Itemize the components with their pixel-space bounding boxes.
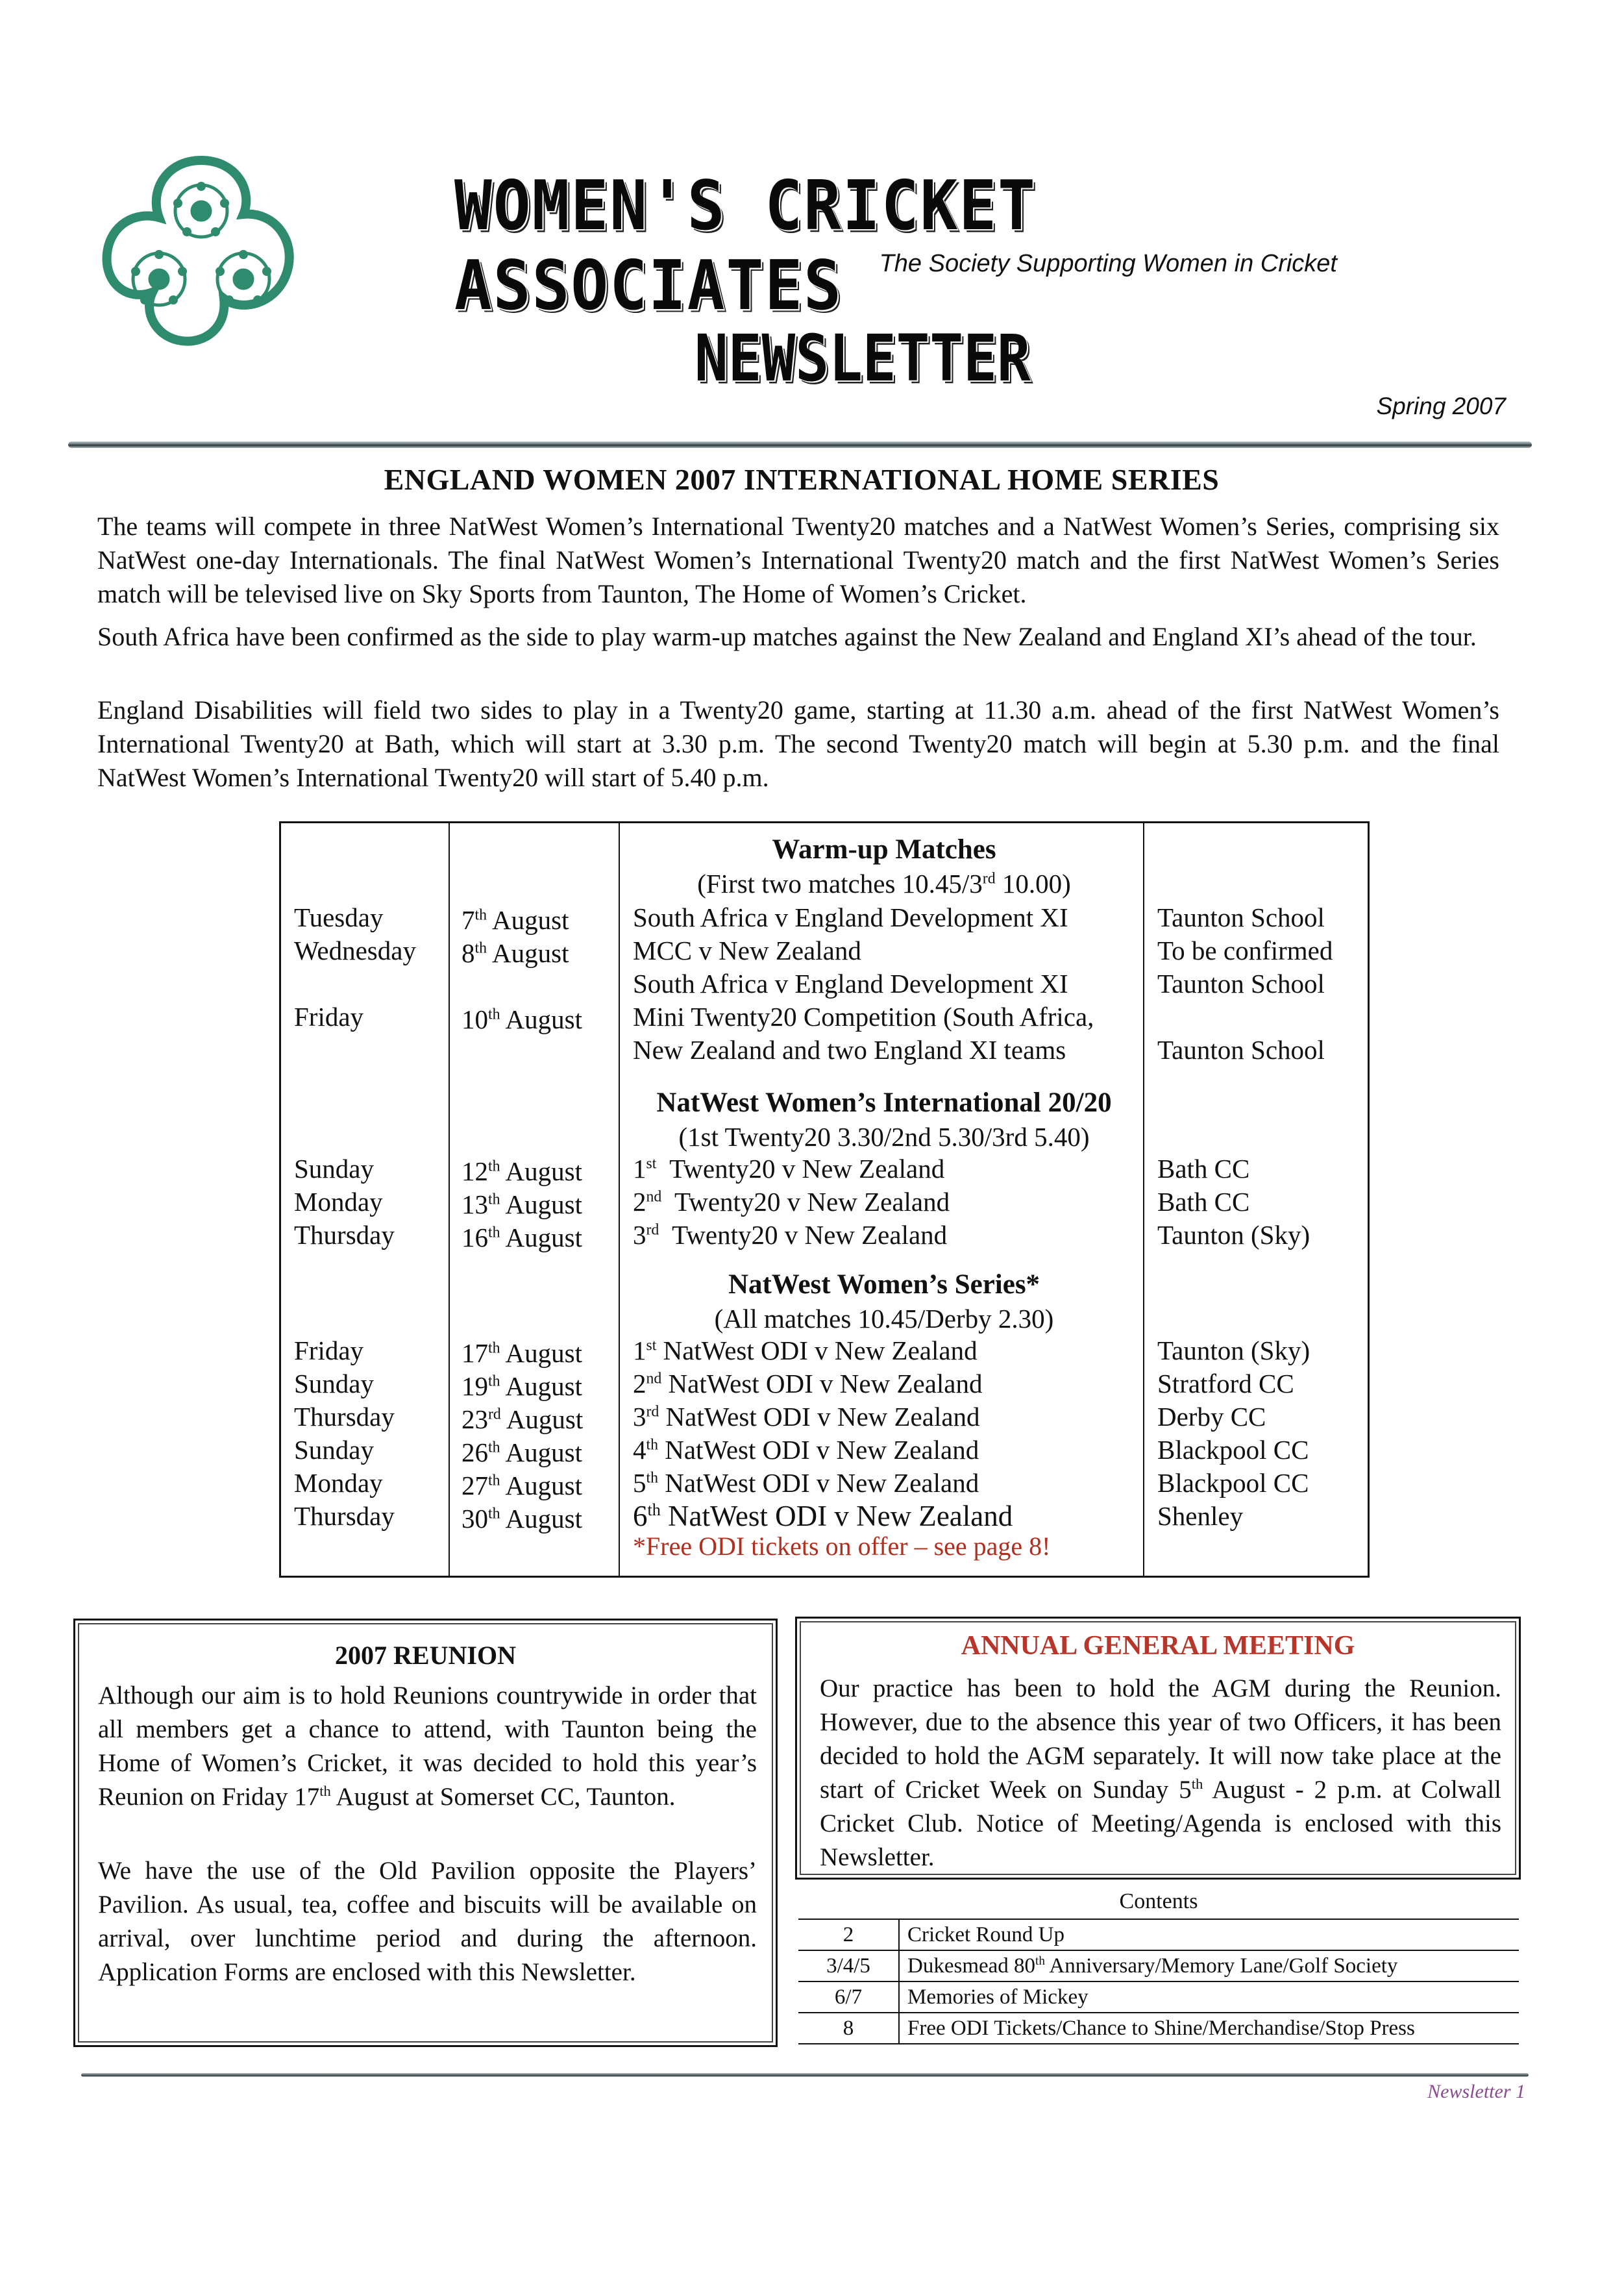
fixture-day: Friday — [294, 1335, 364, 1365]
contents-row — [798, 2013, 1519, 2044]
contents-page-number: 6/7 — [798, 1981, 899, 2013]
fixture-match: 2nd NatWest ODI v New Zealand — [633, 1369, 983, 1398]
fixture-match: 2nd Twenty20 v New Zealand — [633, 1187, 950, 1217]
fixture-venue: To be confirmed — [1157, 936, 1333, 965]
fixture-venue: Taunton School — [1157, 902, 1325, 932]
fixture-venue: Blackpool CC — [1157, 1435, 1309, 1465]
newsletter-title: NEWSLETTER — [695, 321, 1031, 396]
header-divider — [68, 441, 1532, 448]
contents-row — [798, 1919, 1519, 1950]
column-divider — [449, 823, 450, 1576]
section-title-warmup: Warm-up Matches — [772, 834, 996, 865]
contents-row — [798, 1981, 1519, 2013]
agm-title: ANNUAL GENERAL MEETING — [961, 1631, 1355, 1661]
fixture-match: 5th NatWest ODI v New Zealand — [633, 1468, 979, 1498]
fixture-venue: Bath CC — [1157, 1187, 1250, 1217]
fixture-match: 1st NatWest ODI v New Zealand — [633, 1335, 978, 1365]
fixture-day: Thursday — [294, 1220, 395, 1250]
section-subtitle-series: (All matches 10.45/Derby 2.30) — [714, 1304, 1054, 1334]
fixture-match: 4th NatWest ODI v New Zealand — [633, 1435, 979, 1465]
fixture-date: 27th August — [461, 1471, 582, 1500]
fixture-match: Mini Twenty20 Competition (South Africa, — [633, 1002, 1094, 1032]
article-paragraph: England Disabilities will field two sides to play in a Twenty20 game, starting at 11.30 a.m. ahead of the first NatWest Women’s International Twenty20 at Bath, which will start at 3.30 p.m. The second Twenty20 match will begin at 5.30 p.m. and the final NatWest Women’s International Twenty20 will start of 5.40 p.m. — [97, 695, 1499, 792]
contents-topic: Cricket Round Up — [899, 1919, 1519, 1950]
section-subtitle-warmup: (First two matches 10.45/3rd 10.00) — [697, 869, 1071, 899]
reunion-paragraph: Although our aim is to hold Reunions countrywide in order that all members get a chance to attend, with Taunton being the Home of Women’s Cricket, it was decided to hold this year’s Reunion on Friday 17th August at Somerset CC, Taunton. — [98, 1682, 757, 1811]
fixture-venue: Derby CC — [1157, 1402, 1266, 1432]
contents-topic: Free ODI Tickets/Chance to Shine/Merchandise/Stop Press — [899, 2013, 1519, 2044]
fixture-date: 17th August — [461, 1338, 582, 1368]
fixture-day: Sunday — [294, 1154, 374, 1184]
contents-page-number: 8 — [798, 2013, 899, 2044]
agm-box — [795, 1617, 1521, 1880]
contents-topic: Dukesmead 80th Anniversary/Memory Lane/Golf Society — [899, 1950, 1519, 1981]
fixture-venue: Taunton (Sky) — [1157, 1220, 1310, 1250]
fixture-date: 23rd August — [461, 1404, 584, 1434]
fixture-day: Friday — [294, 1002, 364, 1032]
footer-divider — [81, 2073, 1529, 2077]
fixture-day: Thursday — [294, 1402, 395, 1432]
article-paragraph: The teams will compete in three NatWest Women’s International Twenty20 matches and a NatWest Women’s Series, comprising six NatWest one-day Internationals. The final NatWest Women’s International Twenty20 match and the first NatWest Women’s Series match will be televised live on Sky Sports from Taunton, The Home of Women’s Cricket. — [97, 512, 1499, 608]
tagline: The Society Supporting Women in Cricket — [879, 250, 1337, 277]
reunion-paragraph: We have the use of the Old Pavilion opposite the Players’ Pavilion. As usual, tea, coffee and biscuits will be available on arrival, over lunchtime period and during the afternoon. Application Forms are enclosed with this Newsletter. — [98, 1857, 757, 1986]
fixture-match: MCC v New Zealand — [633, 936, 861, 965]
article-paragraph: South Africa have been confirmed as the side to play warm-up matches against the New Zealand and England XI’s ahead of the tour. — [97, 622, 1477, 651]
fixture-date: 16th August — [461, 1223, 582, 1252]
fixture-match: 6th NatWest ODI v New Zealand — [633, 1500, 1013, 1532]
contents-row — [798, 1950, 1519, 1981]
fixture-day: Tuesday — [294, 902, 384, 932]
fixture-day: Sunday — [294, 1435, 374, 1465]
fixture-match: 3rd Twenty20 v New Zealand — [633, 1220, 948, 1250]
fixture-day: Wednesday — [294, 936, 416, 965]
reunion-box — [73, 1619, 778, 2047]
fixture-match: South Africa v England Development XI — [633, 902, 1068, 932]
section-subtitle-t20: (1st Twenty20 3.30/2nd 5.30/3rd 5.40) — [678, 1122, 1090, 1152]
fixture-date: 8th August — [461, 938, 569, 968]
column-divider — [619, 823, 620, 1576]
fixture-day: Sunday — [294, 1369, 374, 1398]
contents-page-number: 2 — [798, 1919, 899, 1950]
contents-title: Contents — [1119, 1889, 1198, 1913]
organization-title: WOMEN'S CRICKET ASSOCIATES — [454, 166, 1037, 326]
fixture-day: Monday — [294, 1187, 383, 1217]
contents-topic: Memories of Mickey — [899, 1981, 1519, 2013]
contents-page-number: 3/4/5 — [798, 1950, 899, 1981]
fixture-venue: Taunton School — [1157, 969, 1325, 999]
section-title-series: NatWest Women’s Series* — [728, 1269, 1040, 1300]
section-title-t20: NatWest Women’s International 20/20 — [656, 1087, 1112, 1118]
fixture-venue: Shenley — [1157, 1501, 1244, 1531]
fixture-date: 19th August — [461, 1371, 582, 1401]
contents-table — [798, 1919, 1519, 2044]
free-tickets-note: *Free ODI tickets on offer – see page 8! — [633, 1532, 1051, 1561]
agm-paragraph: Our practice has been to hold the AGM during the Reunion. However, due to the absence this year of two Officers, it has been decided to hold the AGM separately. It will now take place at the start of Cricket Week on Sunday 5th August - 2 p.m. at Colwall Cricket Club. Notice of Meeting/Agenda is enclosed with this Newsletter. — [820, 1674, 1501, 1871]
article-heading: ENGLAND WOMEN 2007 INTERNATIONAL HOME SERIES — [384, 463, 1220, 496]
fixture-day: Monday — [294, 1468, 383, 1498]
fixture-venue: Taunton (Sky) — [1157, 1335, 1310, 1365]
page-footer: Newsletter 1 — [1427, 2081, 1525, 2102]
fixture-date: 26th August — [461, 1437, 582, 1467]
fixture-venue: Blackpool CC — [1157, 1468, 1309, 1498]
fixture-date: 7th August — [461, 905, 569, 935]
fixture-match: 1st Twenty20 v New Zealand — [633, 1154, 945, 1184]
three-roses-logo-icon — [97, 146, 305, 354]
column-divider — [1143, 823, 1144, 1576]
fixture-match: 3rd NatWest ODI v New Zealand — [633, 1402, 980, 1432]
fixture-date: 10th August — [461, 1004, 582, 1034]
fixture-date: 30th August — [461, 1504, 582, 1534]
fixture-date: 12th August — [461, 1156, 582, 1186]
issue-date: Spring 2007 — [1376, 393, 1506, 419]
reunion-title: 2007 REUNION — [335, 1641, 516, 1670]
fixture-match: New Zealand and two England XI teams — [633, 1035, 1066, 1065]
fixtures-table — [279, 821, 1370, 1578]
fixture-match: South Africa v England Development XI — [633, 969, 1068, 999]
fixture-venue: Taunton School — [1157, 1035, 1325, 1065]
fixture-day: Thursday — [294, 1501, 395, 1531]
fixture-venue: Bath CC — [1157, 1154, 1250, 1184]
fixture-venue: Stratford CC — [1157, 1369, 1294, 1398]
fixture-date: 13th August — [461, 1189, 582, 1219]
